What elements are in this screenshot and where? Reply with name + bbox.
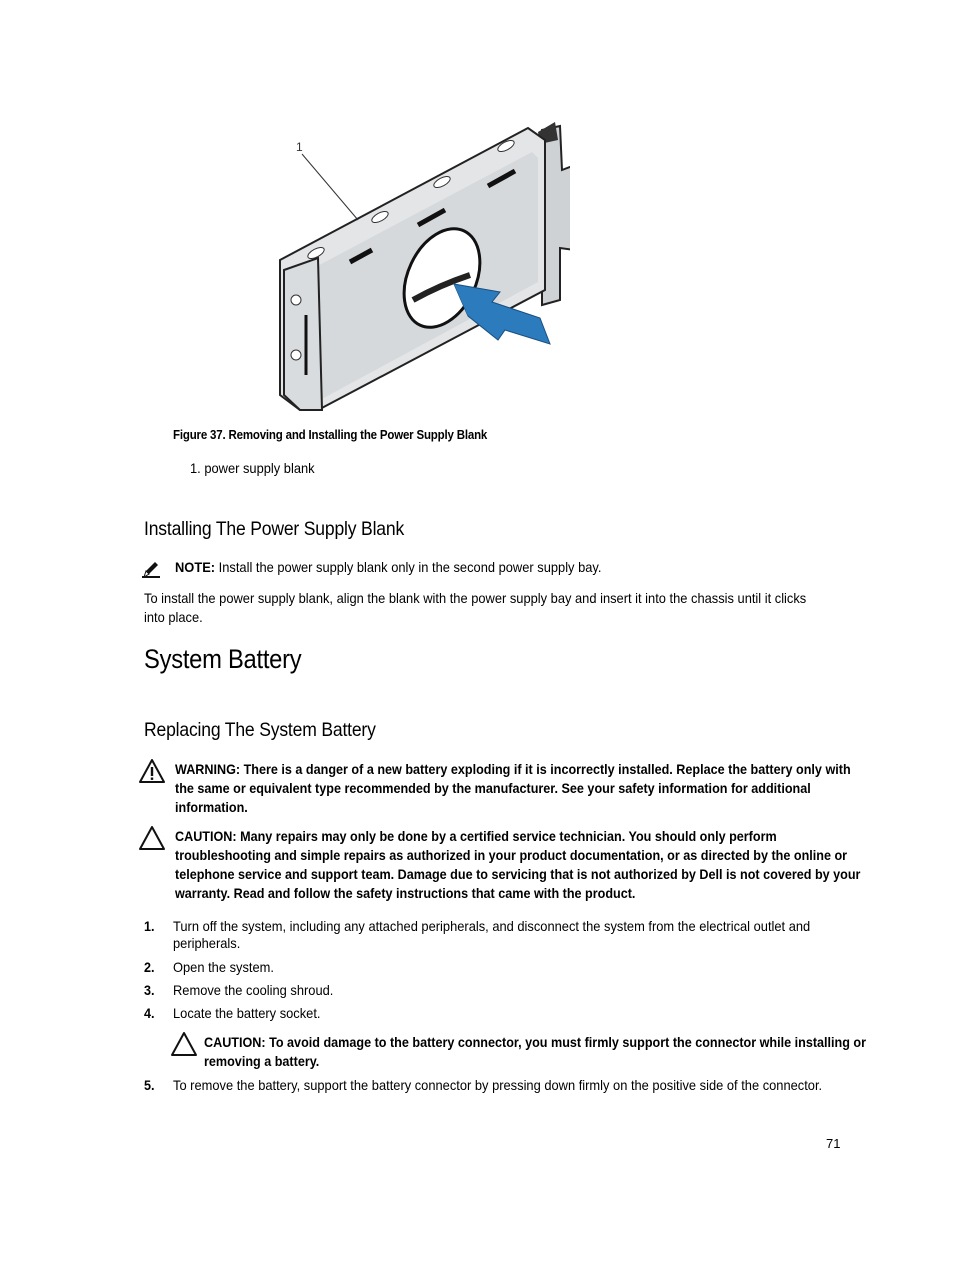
caution-line: warranty. Read and follow the safety instructions that came with the product.: [175, 885, 636, 901]
step-text: Open the system.: [173, 959, 274, 975]
warning-line: WARNING: There is a danger of a new battery exploding if it is incorrectly installed. Replace the battery only with: [175, 761, 851, 777]
note-pencil-icon: [140, 558, 168, 584]
caution-block: [175, 827, 860, 903]
step-number: 1.: [144, 918, 155, 934]
warning-triangle-icon: [138, 758, 166, 784]
step-text: Locate the battery socket.: [173, 1005, 321, 1021]
caution-triangle-icon: [138, 825, 166, 851]
caution-line: removing a battery.: [204, 1053, 320, 1069]
caution-line: CAUTION: Many repairs may only be done by a certified service technician. You should only perform: [175, 828, 777, 844]
callout-number: 1: [296, 140, 303, 154]
figure-power-supply-blank: [270, 110, 570, 420]
warning-line: the same or equivalent type recommended by the manufacturer. See your safety information for additional: [175, 780, 811, 796]
caution-triangle-icon: [170, 1031, 198, 1057]
caution-line: CAUTION: To avoid damage to the battery connector, you must firmly support the connector while installing or: [204, 1034, 867, 1050]
step-text-continued: peripherals.: [173, 935, 241, 951]
step-text: To remove the battery, support the battery connector by pressing down firmly on the positive side of the connector.: [173, 1077, 823, 1093]
caution-line: telephone service and support team. Damage due to servicing that is not authorized by Dell is not covered by your: [175, 866, 861, 882]
chapter-title: System Battery: [144, 644, 302, 674]
install-paragraph-line-2: into place.: [144, 609, 203, 625]
warning-block: [175, 760, 851, 817]
step-text: Remove the cooling shroud.: [173, 982, 334, 998]
step-text: Turn off the system, including any attached peripherals, and disconnect the system from the electrical outlet and: [173, 918, 811, 934]
warning-line: information.: [175, 799, 248, 815]
section-heading-replace: Replacing The System Battery: [144, 719, 376, 741]
step-number: 3.: [144, 982, 155, 998]
inner-caution-block: [204, 1033, 866, 1071]
power-supply-blank-illustration: [270, 110, 570, 420]
caution-line: troubleshooting and simple repairs as authorized in your product documentation, or as directed by the online or: [175, 847, 848, 863]
note-text: Install the power supply blank only in the second power supply bay.: [215, 559, 602, 575]
step-number: 5.: [144, 1077, 155, 1093]
figure-legend-item: 1. power supply blank: [190, 460, 315, 476]
step-number: 4.: [144, 1005, 155, 1021]
note-label: NOTE:: [175, 559, 216, 575]
figure-caption: Figure 37. Removing and Installing the Power Supply Blank: [173, 428, 488, 442]
install-paragraph-line-1: To install the power supply blank, align the blank with the power supply bay and insert it into the chassis until it clicks: [144, 590, 807, 606]
page-number: 71: [826, 1136, 841, 1151]
step-number: 2.: [144, 959, 155, 975]
install-note: [175, 558, 601, 577]
section-heading-install: Installing The Power Supply Blank: [144, 518, 405, 540]
